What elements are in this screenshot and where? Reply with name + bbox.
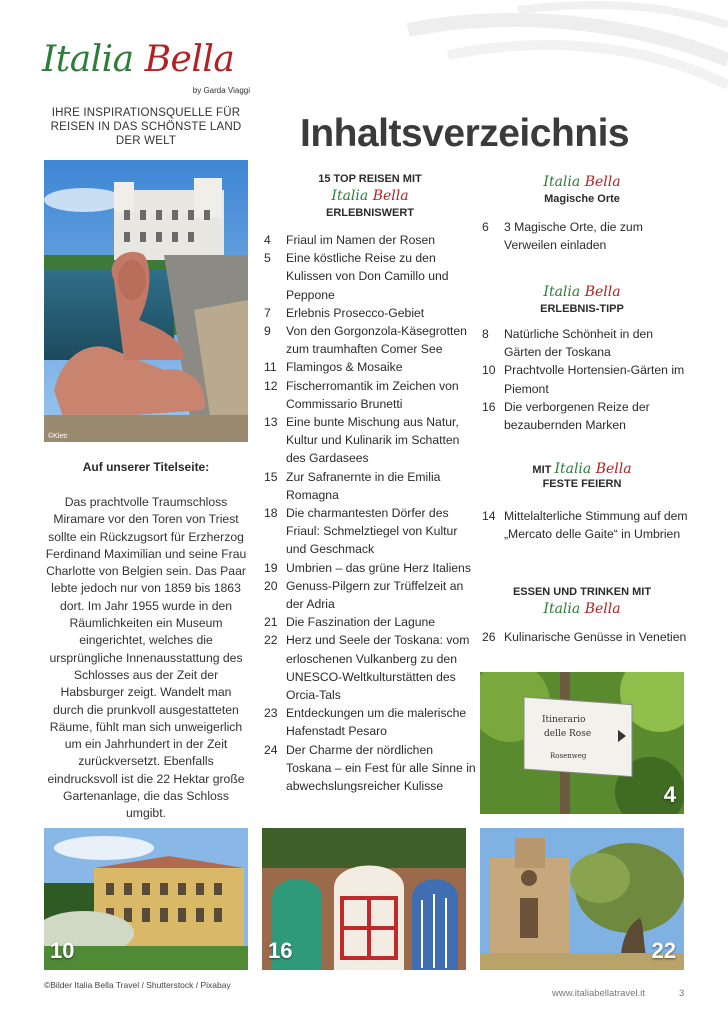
- section-essen-title: ESSEN UND TRINKEN MIT: [512, 586, 652, 598]
- mini-logo: Italia Bella: [554, 461, 632, 477]
- section-heading-feste-feiern: [482, 462, 682, 491]
- toc-entry[interactable]: [482, 507, 692, 543]
- page-title: Inhaltsverzeichnis: [300, 112, 630, 155]
- toc-entry[interactable]: [264, 613, 476, 631]
- toc-entry-title: Flamingos & Mosaike: [286, 360, 403, 375]
- toc-page-number: 18: [264, 506, 278, 521]
- mini-logo: Italia Bella: [543, 601, 621, 617]
- toc-entry-title: Kulinarische Genüsse in Venetien: [504, 630, 687, 644]
- sign-line3: Rosenweg: [550, 752, 587, 760]
- logo-byline: by Garda Viaggi: [192, 86, 250, 95]
- photo-credit: ©Kletr: [48, 433, 68, 440]
- toc-entry-title: Der Charme der nördlichen Toskana – ein Fest für alle Sinne in abwechslungsreicher Kulisse: [286, 742, 476, 794]
- section-magic-title: Magische Orte: [544, 193, 620, 205]
- toc-page-number: 5: [264, 251, 271, 266]
- photo-villa: [44, 828, 248, 970]
- toc-entry[interactable]: [264, 577, 476, 613]
- toc-entry-title: Umbrien – das grüne Herz Italiens: [286, 560, 471, 575]
- toc-entry[interactable]: [264, 231, 476, 249]
- toc-list-essen-trinken: [482, 628, 692, 646]
- section-heading-essen-trinken: [482, 585, 682, 619]
- toc-entry-title: Natürliche Schönheit in den Gärten der Toskana: [504, 327, 654, 360]
- toc-entry-title: Die verborgenen Reize der bezaubernden Marken: [504, 399, 650, 433]
- toc-page-number: 11: [264, 360, 277, 375]
- toc-entry-title: 3 Magische Orte, die zum Verweilen einladen: [504, 220, 643, 253]
- toc-page-number: 21: [264, 615, 278, 630]
- mini-logo: Italia Bella: [543, 284, 621, 300]
- toc-list-erlebnis-tipp: [482, 325, 692, 434]
- cover-photo-miramare: [44, 160, 248, 442]
- photo-credits-footer: ©Bilder Italia Bella Travel / Shutterstock / Pixabay: [44, 980, 231, 990]
- logo-bella: Bella: [144, 39, 235, 80]
- toc-entry[interactable]: [264, 704, 476, 740]
- toc-page-number: 8: [482, 327, 489, 341]
- section-heading-magische-orte: [482, 172, 682, 206]
- toc-entry[interactable]: [482, 218, 692, 254]
- toc-page-number: 9: [264, 324, 271, 339]
- toc-page-number: 7: [264, 305, 271, 320]
- toc-page-number: 4: [264, 233, 271, 247]
- section-tipp-title: ERLEBNIS-TIPP: [540, 303, 624, 315]
- photo-page-number: 22: [651, 938, 676, 963]
- toc-page-number: 19: [264, 560, 278, 575]
- toc-page-number: 24: [264, 742, 278, 757]
- section-heading-top-reisen: [300, 172, 440, 220]
- section-feste-prefix: MIT: [532, 464, 552, 476]
- section-top-line2: ERLEBNISWERT: [326, 207, 414, 219]
- toc-entry[interactable]: [482, 361, 692, 397]
- toc-list-top-reisen: [264, 231, 476, 795]
- sign-line2: delle Rose: [544, 729, 592, 739]
- logo-italia: Italia: [42, 39, 134, 80]
- toc-entry-title: Fischerromantik im Zeichen von Commissario Brunetti: [286, 378, 459, 411]
- toc-list-magische-orte: [482, 218, 692, 254]
- photo-page-number: 10: [50, 938, 75, 963]
- toc-entry-title: Zur Safranernte in die Emilia Romagna: [286, 469, 441, 502]
- toc-entry-title: Die charmantesten Dörfer des Friaul: Schmelztiegel von Kultur und Geschmack: [286, 506, 458, 557]
- toc-entry-title: Eine bunte Mischung aus Natur, Kultur und Kulinarik im Schatten des Gardasees: [286, 415, 460, 466]
- toc-entry[interactable]: [482, 325, 692, 361]
- toc-page-number: 23: [264, 706, 278, 721]
- toc-entry[interactable]: [264, 377, 476, 413]
- photo-rosenweg-sign: [480, 672, 684, 814]
- toc-entry[interactable]: [264, 322, 476, 358]
- toc-page-number: 26: [482, 630, 496, 644]
- photo-gates: [262, 828, 466, 970]
- toc-entry-title: Die Faszination der Lagune: [286, 615, 436, 630]
- toc-page-number: 12: [264, 378, 278, 393]
- toc-entry[interactable]: [264, 631, 476, 704]
- cover-description: Das prachtvolle Traumschloss Miramare vor den Toren von Triest sollte ein Rückzugsort für Erzherzog Ferdinand Maximilian und seine Frau Charlotte von Belgien sein. Das Paar lebte jedoch nur von 1859 bis 1863 dort. Im Jahr 1955 wurde in den Räumlichkeiten ein Museum eingerichtet, welches die ursprüngliche Innenausstattung des Schlosses aus der Zeit der Habsburger zeigt. Wandelt man durch die prunkvoll ausgestatteten Räume, fühlt man sich unweigerlich um ein Jahrhundert in der Zeit zurückversetzt. Ebenfalls eindrucksvoll ist die 22 Hektar große Gartenanlage, die das Schloss umgibt.: [45, 495, 247, 821]
- photo-page-number: 4: [663, 782, 676, 807]
- toc-entry[interactable]: [264, 413, 476, 468]
- toc-entry[interactable]: [264, 249, 476, 304]
- toc-entry[interactable]: [264, 304, 476, 322]
- toc-page-number: 15: [264, 469, 278, 484]
- toc-page-number: 20: [264, 578, 278, 593]
- mini-logo: Italia Bella: [543, 174, 621, 190]
- photo-church-olive: [480, 828, 684, 970]
- section-top-line1: 15 TOP REISEN MIT: [318, 173, 422, 185]
- decorative-swoosh: [368, 0, 728, 120]
- page-number: 3: [679, 988, 685, 999]
- toc-entry[interactable]: [264, 504, 476, 559]
- toc-page-number: 22: [264, 633, 278, 648]
- toc-entry[interactable]: [264, 741, 476, 796]
- brand-logo: [42, 40, 252, 102]
- toc-entry[interactable]: [482, 628, 692, 646]
- toc-page-number: 16: [482, 399, 496, 414]
- toc-page-number: 6: [482, 220, 489, 234]
- toc-entry-title: Friaul im Namen der Rosen: [286, 233, 436, 247]
- mini-logo: Italia Bella: [331, 188, 409, 204]
- toc-entry-title: Von den Gorgonzola-Käsegrotten zum traumhaften Comer See: [286, 324, 467, 357]
- toc-entry-title: Prachtvolle Hortensien-Gärten im Piemont: [504, 363, 685, 396]
- website-link[interactable]: www.italiabellatravel.it: [552, 988, 645, 999]
- cover-heading: Auf unserer Titelseite:: [82, 460, 210, 474]
- toc-page-number: 14: [482, 509, 496, 523]
- toc-list-feste-feiern: [482, 507, 692, 543]
- toc-entry[interactable]: [264, 559, 476, 577]
- toc-entry-title: Eine köstliche Reise zu den Kulissen von Don Camillo und Peppone: [286, 251, 449, 302]
- photo-page-number: 16: [268, 938, 293, 963]
- toc-entry-title: Entdeckungen um die malerische Hafenstadt Pesaro: [286, 706, 467, 739]
- toc-entry[interactable]: [482, 398, 692, 434]
- section-feste-title: FESTE FEIERN: [542, 478, 622, 490]
- tagline: IHRE INSPIRATIONSQUELLE FÜR REISEN IN DAS SCHÖNSTE LAND DER WELT: [50, 107, 242, 147]
- section-heading-erlebnis-tipp: [482, 282, 682, 316]
- toc-page-number: 10: [482, 363, 496, 378]
- toc-entry[interactable]: [264, 358, 476, 376]
- toc-entry-title: Genuss-Pilgern zur Trüffelzeit an der Adria: [286, 578, 464, 612]
- toc-entry-title: Mittelalterliche Stimmung auf dem „Mercato delle Gaite“ in Umbrien: [504, 509, 688, 542]
- toc-entry-title: Erlebnis Prosecco-Gebiet: [286, 305, 425, 320]
- toc-entry-title: Herz und Seele der Toskana: vom erloschenen Vulkanberg zu den UNESCO-Weltkulturstätten des Orcia-Tals: [286, 633, 470, 703]
- toc-entry[interactable]: [264, 468, 476, 504]
- sign-line1: Itinerario: [542, 715, 586, 725]
- toc-page-number: 13: [264, 415, 278, 430]
